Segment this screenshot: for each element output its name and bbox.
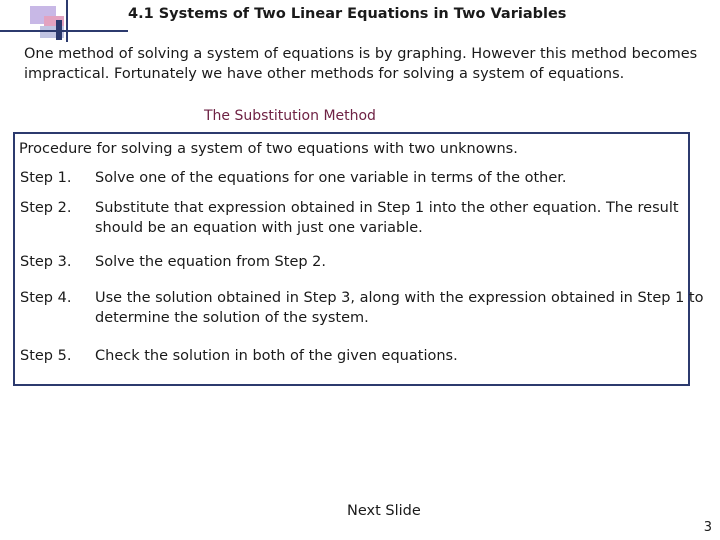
next-slide-link[interactable]: Next Slide	[347, 503, 421, 519]
step-text-line: determine the solution of the system.	[95, 310, 369, 326]
step-text	[95, 168, 695, 188]
intro-line: One method of solving a system of equations is by graphing. However this method becomes	[24, 46, 698, 62]
step-text	[95, 252, 695, 272]
step-text-line: Use the solution obtained in Step 3, along with the expression obtained in Step 1 to	[95, 290, 704, 306]
step-text	[95, 346, 695, 366]
slide-title: 4.1 Systems of Two Linear Equations in Two Variables	[128, 6, 567, 22]
procedure-title: Procedure for solving a system of two equations with two unknowns.	[19, 141, 518, 157]
slide-logo	[0, 0, 130, 42]
intro-paragraph	[24, 44, 704, 84]
step-text-line: Solve the equation from Step 2.	[95, 254, 327, 270]
step-label: Step 3.	[20, 254, 72, 270]
step-text-line: Substitute that expression obtained in Step 1 into the other equation. The result	[95, 200, 679, 216]
step-text-line: Solve one of the equations for one variable in terms of the other.	[95, 170, 567, 186]
intro-line: impractical. Fortunately we have other methods for solving a system of equations.	[24, 66, 625, 82]
section-heading: The Substitution Method	[204, 108, 376, 124]
step-text-line: Check the solution in both of the given equations.	[95, 348, 458, 364]
step-label: Step 5.	[20, 348, 72, 364]
step-label: Step 4.	[20, 290, 72, 306]
page-number: 3	[703, 520, 712, 535]
step-text-line: should be an equation with just one variable.	[95, 220, 423, 236]
step-text	[95, 198, 695, 238]
step-label: Step 2.	[20, 200, 72, 216]
logo-horizontal-rule	[0, 30, 128, 32]
logo-vertical-rule	[66, 0, 68, 42]
step-text	[95, 288, 704, 328]
step-label: Step 1.	[20, 170, 72, 186]
